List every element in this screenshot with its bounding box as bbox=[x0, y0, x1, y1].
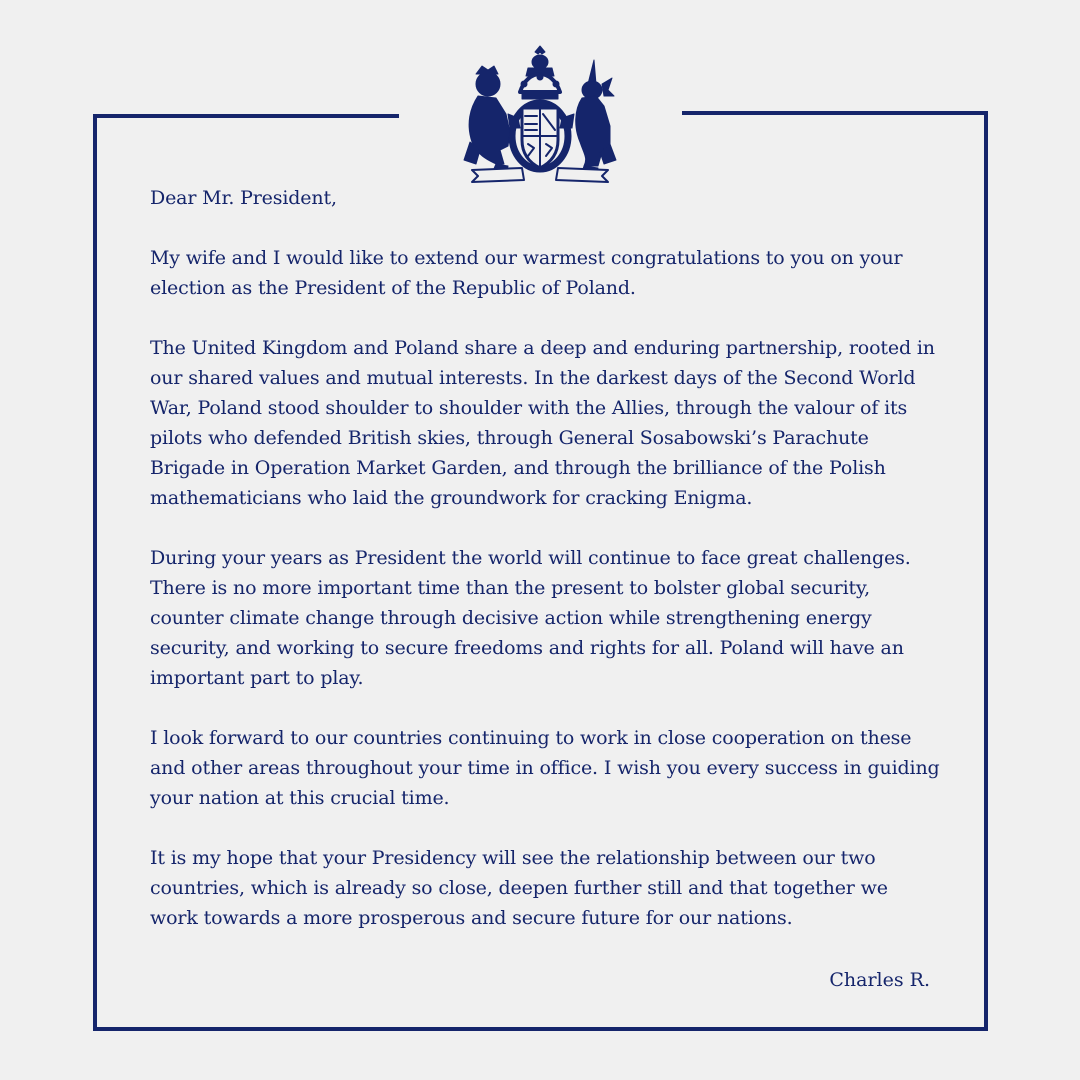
royal-coat-of-arms-icon bbox=[462, 44, 618, 186]
letter-signature: Charles R. bbox=[829, 969, 930, 991]
letter-paragraph-2: The United Kingdom and Poland share a deep and enduring partnership, rooted in our shared values and mutual interests. In the darkest days of the Second World War, Poland stood shoulder to shoulder with the Allies, through the valour of its pilots who defended British skies, through General Sosabowski’s Parachute Brigade in Operation Market Garden, and through the brilliance of the Polish mathematicians who laid the groundwork for cracking Enigma. bbox=[150, 337, 935, 509]
letter-paragraph-3: During your years as President the world will continue to face great challenges. There is no more important time than the present to bolster global security, counter climate change through decisive action while strengthening energy security, and working to secure freedoms and rights for all. Poland will have an important part to play. bbox=[150, 547, 911, 689]
letter-paragraph-4: I look forward to our countries continuing to work in close cooperation on these and other areas throughout your time in office. I wish you every success in guiding your nation at this crucial time. bbox=[150, 727, 940, 809]
frame-right-border bbox=[984, 111, 988, 1031]
letter-body bbox=[150, 183, 940, 963]
letter-paragraph-1: My wife and I would like to extend our warmest congratulations to you on your election as the President of the Republic of Poland. bbox=[150, 247, 903, 299]
frame-top-right-border bbox=[682, 111, 988, 115]
frame-top-left-border bbox=[93, 114, 399, 118]
letter-salutation: Dear Mr. President, bbox=[150, 187, 337, 209]
frame-bottom-border bbox=[93, 1027, 988, 1031]
frame-left-border bbox=[93, 114, 97, 1031]
letter-paragraph-5: It is my hope that your Presidency will see the relationship between our two countries, which is already so close, deepen further still and that together we work towards a more prosperous and secure future for our nations. bbox=[150, 847, 888, 929]
